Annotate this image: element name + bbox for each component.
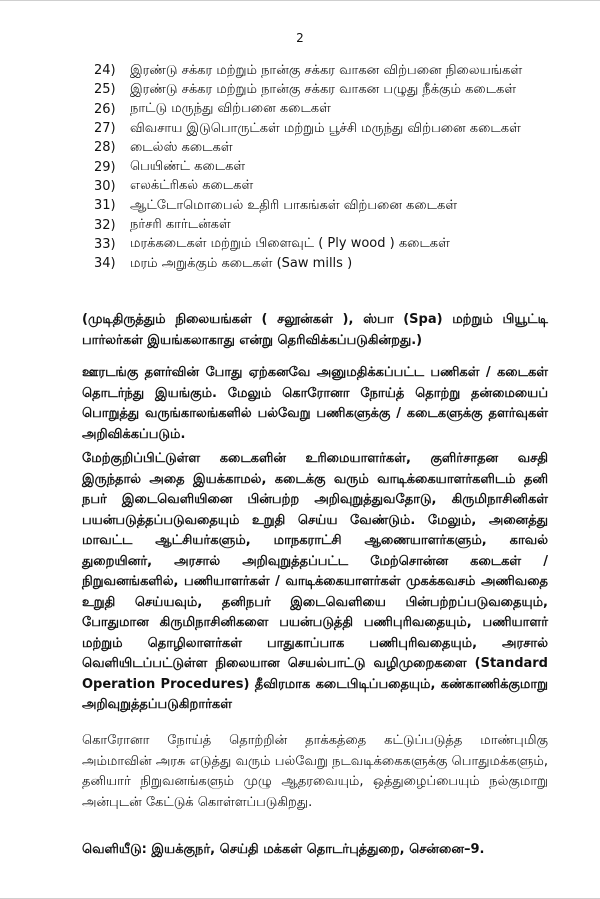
shop-list (94, 61, 574, 273)
list-item (94, 61, 574, 80)
item-number: 27) (94, 121, 116, 137)
item-number: 33) (94, 236, 116, 252)
list-item (94, 157, 574, 176)
list-item (94, 119, 574, 138)
item-number: 31) (94, 198, 116, 214)
list-item (94, 80, 574, 99)
item-number: 29) (94, 159, 116, 175)
list-item (94, 215, 574, 234)
guidelines-paragraph: மேற்குறிப்பிட்டுள்ள கடைகளின் உரிமையாளர்கள், குளிர்சாதன வசதி இருந்தால் அதை இயக்காமல், கடைக்கு வரும் வாடிக்கையாளர்களிடம் தனி நபர் இடைவெளியினை பின்பற்ற அறிவுறுத்துவதோடு, கிருமிநாசினிகள் பயன்படுத்தப்படுவதையும் உறுதி செய்ய வேண்டும். மேலும், அனைத்து மாவட்ட ஆட்சியர்களும், மாநகராட்சி ஆணையாளர்களும், காவல் துறையினர், அரசால் அறிவுறுத்தப்பட்ட மேற்சொன்ன கடைகள் / நிறுவனங்களில், பணியாளர்கள் / வாடிக்கையாளர்கள் முகக்கவசம் அணிவதை உறுதி செய்யவும், தனிநபர் இடைவெளியை பின்பற்றப்படுவதையும், போதுமான கிருமிநாசினிகளை பயன்படுத்தி பணிபுரிவதையும், பணியாளர் மற்றும் தொழிலாளர்கள் பாதுகாப்பாக பணிபுரிவதையும், அரசால் வெளியிடப்பட்டுள்ள நிலையான செயல்பாட்டு வழிமுறைகளை (Standard Operation Procedures) தீவிரமாக கடைபிடிப்பதையும், கண்காணிக்குமாறு அறிவுறுத்தப்படுகிறார்கள் (82, 451, 548, 712)
item-number: 26) (94, 101, 116, 117)
item-number: 34) (94, 256, 116, 272)
list-item (94, 235, 574, 254)
item-text: விவசாய இடுபொருட்கள் மற்றும் பூச்சி மருந்து விற்பனை கடைகள் (130, 120, 521, 136)
list-item (94, 196, 574, 215)
item-number: 24) (94, 63, 116, 79)
list-item (94, 138, 574, 157)
salon-note: (முடிதிருத்தும் நிலையங்கள் ( சலூன்கள் ), ஸ்பா (Spa) மற்றும் பியூட்டி பார்லர்கள் இயங்கலாகாது என்று தெரிவிக்கப்படுகின்றது.) (82, 312, 548, 348)
item-text: மரம் அறுக்கும் கடைகள் (Saw mills ) (130, 255, 353, 271)
curfew-paragraph: ஊரடங்கு தளர்வின் போது ஏற்கனவே அனுமதிக்கப்பட்ட பணிகள் / கடைகள் தொடர்ந்து இயங்கும். மேலும் கொரோனா நோய்த் தொற்று தன்மையைப் பொறுத்து வருங்காலங்களில் பல்வேறு பணிகளுக்கு / கடைகளுக்கு தளர்வுகள் அறிவிக்கப்படும். (82, 365, 548, 442)
list-item (94, 177, 574, 196)
item-number: 30) (94, 178, 116, 194)
release-footer: வெளியீடு: இயக்குநர், செய்தி மக்கள் தொடர்புத்துறை, சென்னை–9. (82, 842, 485, 857)
item-text: ஆட்டோமொபைல் உதிரி பாகங்கள் விற்பனை கடைகள் (130, 197, 458, 213)
item-text: மரக்கடைகள் மற்றும் பிளைவுட் ( Ply wood ) கடைகள் (130, 236, 450, 252)
list-item (94, 254, 574, 273)
item-text: நர்சரி கார்டன்கள் (130, 217, 231, 233)
item-text: இரண்டு சக்கர மற்றும் நான்கு சக்கர வாகன பழுது நீக்கும் கடைகள் (130, 81, 517, 97)
item-text: நாட்டு மருந்து விற்பனை கடைகள் (130, 101, 331, 117)
appeal-paragraph: கொரோனா நோய்த் தொற்றின் தாக்கத்தை கட்டுப்படுத்த மாண்புமிகு அம்மாவின் அரசு எடுத்து வரும் பல்வேறு நடவடிக்கைகளுக்கு பொதுமக்களும், தனியார் நிறுவனங்களும் முழு ஆதரவையும், ஒத்துழைப்பையும் நல்குமாறு அன்புடன் கேட்டுக் கொள்ளப்படுகிறது. (82, 733, 548, 810)
item-text: பெயிண்ட் கடைகள் (130, 159, 246, 175)
item-number: 25) (94, 82, 116, 98)
item-number: 32) (94, 217, 116, 233)
item-text: இரண்டு சக்கர மற்றும் நான்கு சக்கர வாகன விற்பனை நிலையங்கள் (130, 62, 523, 78)
item-number: 28) (94, 140, 116, 156)
list-item (94, 100, 574, 119)
item-text: எலக்ட்ரிகல் கடைகள் (130, 178, 254, 194)
page-number: 2 (296, 31, 304, 45)
item-text: டைல்ஸ் கடைகள் (130, 139, 233, 155)
